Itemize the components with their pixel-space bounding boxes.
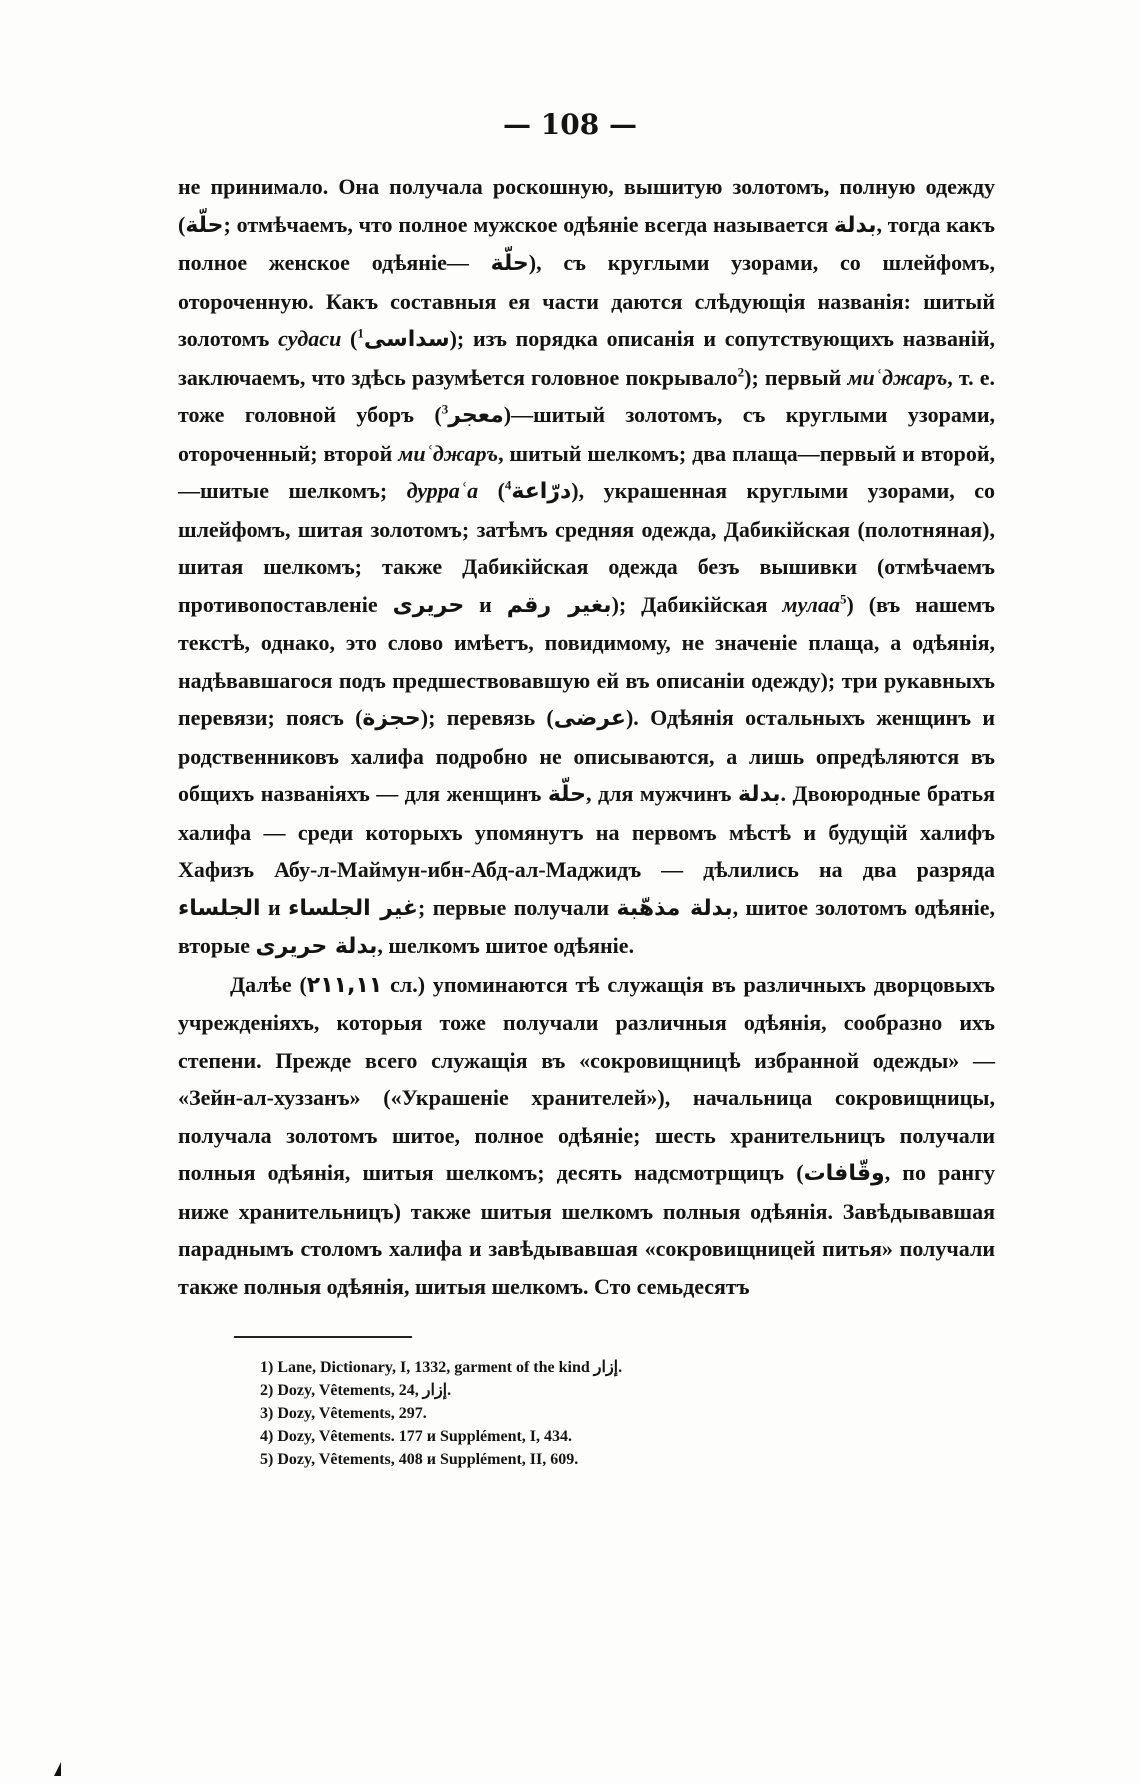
text-run: , шелкомъ шитое одѣяніе. (377, 933, 635, 958)
footnote-ref: 1 (357, 325, 364, 341)
footnote-ref: 4 (504, 477, 512, 493)
text-run: ; первые получали (417, 894, 617, 920)
footnote-4: 4) Dozy, Vêtements. 177 и Supplément, I, 434. (260, 1428, 573, 1445)
footnote-separator (234, 1336, 412, 1338)
arabic-term: بدلة (833, 212, 877, 238)
arabic-term: بدلة حريرى (255, 934, 378, 959)
arabic-term: وقّافات (803, 1161, 885, 1186)
paragraph-2 (178, 966, 995, 1306)
arabic-term: بغير رقم (506, 592, 612, 618)
arabic-term: بدلة (737, 782, 781, 807)
paragraph-1 (178, 168, 995, 966)
text-run: ); Дабикійская (611, 591, 783, 617)
text-run: не принимало. Она получала роскошную, вышитую золотомъ, полную одежду ( (178, 174, 995, 237)
footnotes (260, 1356, 960, 1471)
text-run: и (464, 591, 507, 617)
italic-term: мулаа (782, 591, 840, 617)
text-run: , для мужчинъ (586, 781, 738, 806)
arabic-term: بدلة مذهّبة (616, 895, 733, 921)
text-run: ; отмѣчаемъ, что полное мужское одѣяніе всегда называется (223, 211, 834, 237)
text-run: Далѣе ( (230, 971, 307, 997)
arabic-term: عرضى (553, 706, 626, 731)
text-run: . Двоюродные братья халифа — среди которыхъ упомянутъ на первомъ мѣстѣ и будущій халифъ Хафизъ Абу-л-Маймун-ибн-Абд-ал-Маджидъ — дѣлились на два разряда (178, 781, 995, 882)
footnote-1: 1) Lane, Dictionary, I, 1332, garment of the kind إزار. (260, 1359, 623, 1376)
footnote-2: 2) Dozy, Vêtements, 24, إزار. (260, 1382, 452, 1399)
footnote-ref: 5 (839, 591, 847, 607)
arabic-term: حلّة (185, 212, 224, 238)
arabic-term: حلّة (547, 782, 587, 807)
arabic-term: حلّة (490, 251, 529, 276)
arabic-term: حريرى (392, 592, 465, 618)
body-text (178, 168, 995, 1305)
text-run: )—шитый золотомъ, съ круглыми узорами, отороченный; второй (178, 402, 995, 466)
arabic-term: غير الجلساء (288, 895, 418, 921)
text-run: ), украшенная круглыми узорами, со шлейфомъ, шитая золотомъ; затѣмъ средняя одежда, Дабикійская (полотняная), шитая шелкомъ; также Дабикійская одежда безъ вышивки (отмѣчаемъ противопоставленіе (178, 478, 995, 617)
text-run: ); первый (744, 364, 848, 390)
arabic-term: حجزة (362, 706, 421, 731)
italic-term: миʿджаръ (398, 440, 499, 466)
text-run: ), съ круглыми узорами, со шлейфомъ, отороченную. Какъ составныя ея части даются слѣдующія названія: шитый золотомъ (178, 250, 996, 351)
text-run: , шитое золотомъ одѣяніе, вторые (178, 894, 996, 958)
arabic-term: درّاعة (511, 479, 572, 504)
text-run: , тогда какъ полное женское одѣяніе— (178, 211, 995, 275)
corner-mark (54, 1762, 61, 1776)
italic-term: судаси (278, 326, 342, 351)
text-run: ). Одѣянія остальныхъ женщинъ и родственниковъ халифа подробно не описываются, а лишь опредѣляются въ общихъ названіяхъ — для женщинъ (178, 705, 996, 806)
arabic-term: سداسى (363, 327, 450, 352)
text-run: ( (478, 478, 505, 503)
footnote-3: 3) Dozy, Vêtements, 297. (260, 1405, 427, 1422)
text-run: ); изъ порядка описанія и сопутствующихъ названій, заключаемъ, что здѣсь разумѣется головное покрывало (178, 326, 996, 390)
text-run: сл.) упоминаются тѣ служащія въ различныхъ дворцовыхъ учрежденіяхъ, которыя тоже получали различныя одѣянія, сообразно ихъ степени. Прежде всего служащія въ «сокровищницѣ избранной одежды» — «Зейн-ал-хуззанъ» («Украшеніе хранителей»), начальница сокровищницы, получала золотомъ шитое, полное одѣяніе; шесть хранительницъ получали полныя одѣянія, шитыя шелкомъ; десять надсмотрщицъ ( (178, 971, 995, 1185)
arabic-term: الجلساء (178, 895, 261, 921)
text-run: ( (341, 326, 358, 351)
text-run: ); перевязь ( (420, 705, 554, 730)
arabic-term: ٢١١,١١ (306, 972, 383, 998)
footnote-ref: 3 (441, 401, 449, 417)
text-run: , по рангу ниже хранительницъ) также шитыя шелкомъ полныя одѣянія. Завѣдывавшая параднымъ столомъ халифа и завѣдывавшая «сокровищницей питья» получали также полныя одѣянія, шитыя шелкомъ. Сто семьдесятъ (178, 1160, 996, 1299)
footnote-ref: 2 (737, 364, 745, 380)
text-run: , шитый шелкомъ; два плаща—первый и второй,—шитые шелкомъ; (178, 440, 995, 503)
page-number: — 108 — (503, 108, 637, 141)
text-run: , т. е. тоже головной уборъ ( (178, 364, 995, 427)
text-run: и (260, 894, 289, 920)
italic-term: дурраʿа (406, 478, 479, 503)
arabic-term: معجر (448, 403, 504, 428)
footnote-5: 5) Dozy, Vêtements, 408 и Supplément, II, 609. (260, 1451, 579, 1468)
italic-term: миʿджаръ (847, 364, 948, 390)
text-run: ) (въ нашемъ текстѣ, однако, это слово имѣетъ, повидимому, не значеніе плаща, а одѣянія, надѣвавшагося подъ предшествовавшую ей въ описаніи одежду); три рукавныхъ перевязи; поясъ ( (178, 591, 996, 730)
